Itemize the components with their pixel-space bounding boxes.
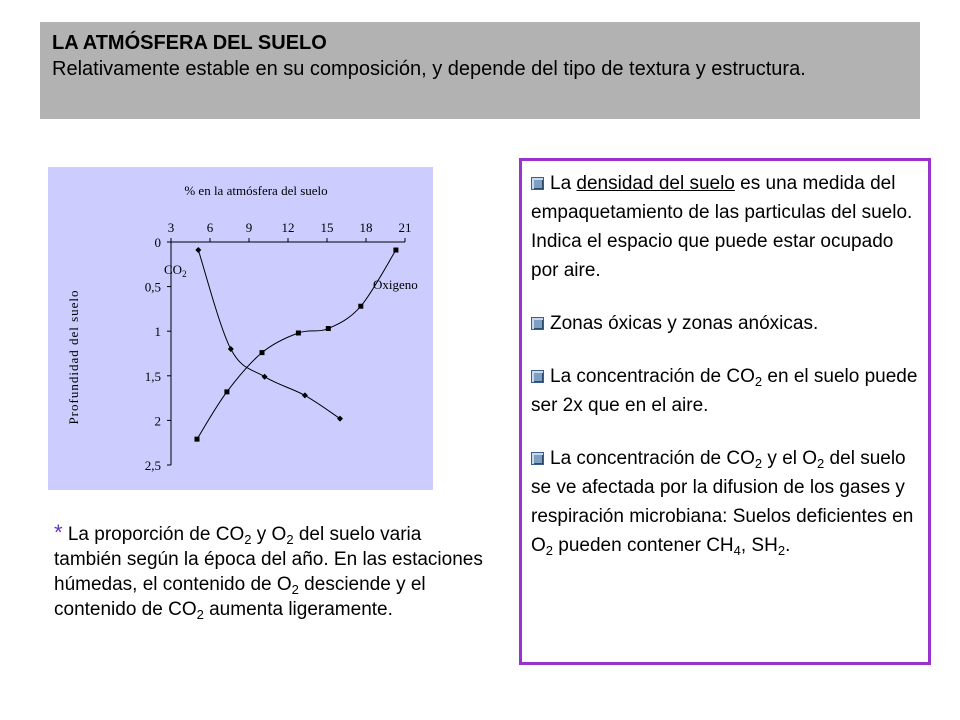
bullet-text: La concentración de CO [550,448,755,469]
bullet-text: , SH [740,535,778,556]
x-tick-label: 15 [320,220,334,235]
x-tick-label: 6 [206,220,214,235]
series-label-co2: $CO_2$ [164,262,187,279]
series-line-oxigeno [197,250,396,439]
x-tick-label: 9 [245,220,253,235]
chart-svg [48,167,433,490]
subscript: 2 [777,543,786,558]
x-tick-label: 18 [359,220,373,235]
point-co2 [195,247,201,253]
bullet-density [531,169,922,285]
bullet-text: en el suelo puede ser 2x que en el aire. [531,366,918,416]
y-tick-label: 1,5 [144,368,161,384]
y-tick-label: 0,5 [144,279,161,295]
series-label-oxigeno: Oxigeno [373,277,418,292]
point-co2 [302,392,308,398]
point-co2 [337,416,343,422]
series-line-co2 [198,250,340,419]
chart-title: % en la atmósfera del suelo [184,183,328,198]
info-box [519,158,931,665]
note-text: desciende y el contenido de CO [54,574,426,620]
subscript: 2 [196,607,204,622]
title-banner [40,22,920,119]
point-oxigeno [195,437,200,442]
note-text: aumenta ligeramente. [203,599,393,620]
bullet-text: pueden contener CH [553,535,734,556]
seasonal-note [54,520,494,622]
bullet-text: La concentración de CO [550,366,755,387]
subscript: 2 [286,532,294,547]
checkbox-bullet-icon [531,317,544,330]
page-title: LA ATMÓSFERA DEL SUELO [52,32,327,54]
y-tick-label: 2 [154,413,161,429]
point-oxigeno [326,326,331,331]
point-oxigeno [296,330,301,335]
subscript: 4 [733,543,741,558]
checkbox-bullet-icon [531,177,544,190]
bullet-text: es una medida del empaquetamiento de las particulas del suelo. Indica el espacio que puede estar ocupado por aire. [531,173,913,281]
checkbox-bullet-icon [531,370,544,383]
bullet-diffusion [531,444,922,560]
subscript: 2 [291,582,299,597]
x-tick-label: 12 [281,220,295,235]
subscript: 2 [754,374,763,389]
note-text: La proporción de CO [62,524,245,545]
subscript: 2 [754,456,763,471]
x-tick-label: 3 [167,220,175,235]
x-tick-label: 21 [398,220,412,235]
note-text: y O [251,524,287,545]
point-oxigeno [224,389,229,394]
asterisk: * [54,520,63,545]
note-text: del suelo varia también según la época del año. En las estaciones húmedas, el contenido de O [54,524,483,595]
bullet-text: Zonas óxicas y zonas anóxicas. [550,313,819,334]
point-co2 [228,346,234,352]
subscript: 2 [244,532,252,547]
y-tick-label: 0 [154,235,161,250]
point-co2 [262,374,268,380]
point-oxigeno [260,350,265,355]
checkbox-bullet-icon [531,452,544,465]
chart-ylabel: Profundidad del suelo [66,289,81,425]
density-link[interactable]: densidad del suelo [576,173,735,194]
bullet-co2-concentration [531,362,922,420]
bullet-text: y el O [762,448,818,469]
y-tick-label: 2,5 [144,458,161,473]
title-description: Relativamente estable en su composición, y depende del tipo de textura y estructura. [52,58,806,80]
bullet-text: del suelo se ve afectada por la difusion de los gases y respiración microbiana: Suelos deficientes en O [531,448,914,556]
point-oxigeno [393,248,398,253]
y-tick-label: 1 [154,324,161,340]
bullet-text: La [550,173,577,194]
bullet-zones [531,309,922,338]
soil-gas-chart [48,167,433,490]
point-oxigeno [358,304,363,309]
subscript: 2 [817,456,825,471]
subscript: 2 [545,543,554,558]
bullet-text: . [785,535,791,556]
